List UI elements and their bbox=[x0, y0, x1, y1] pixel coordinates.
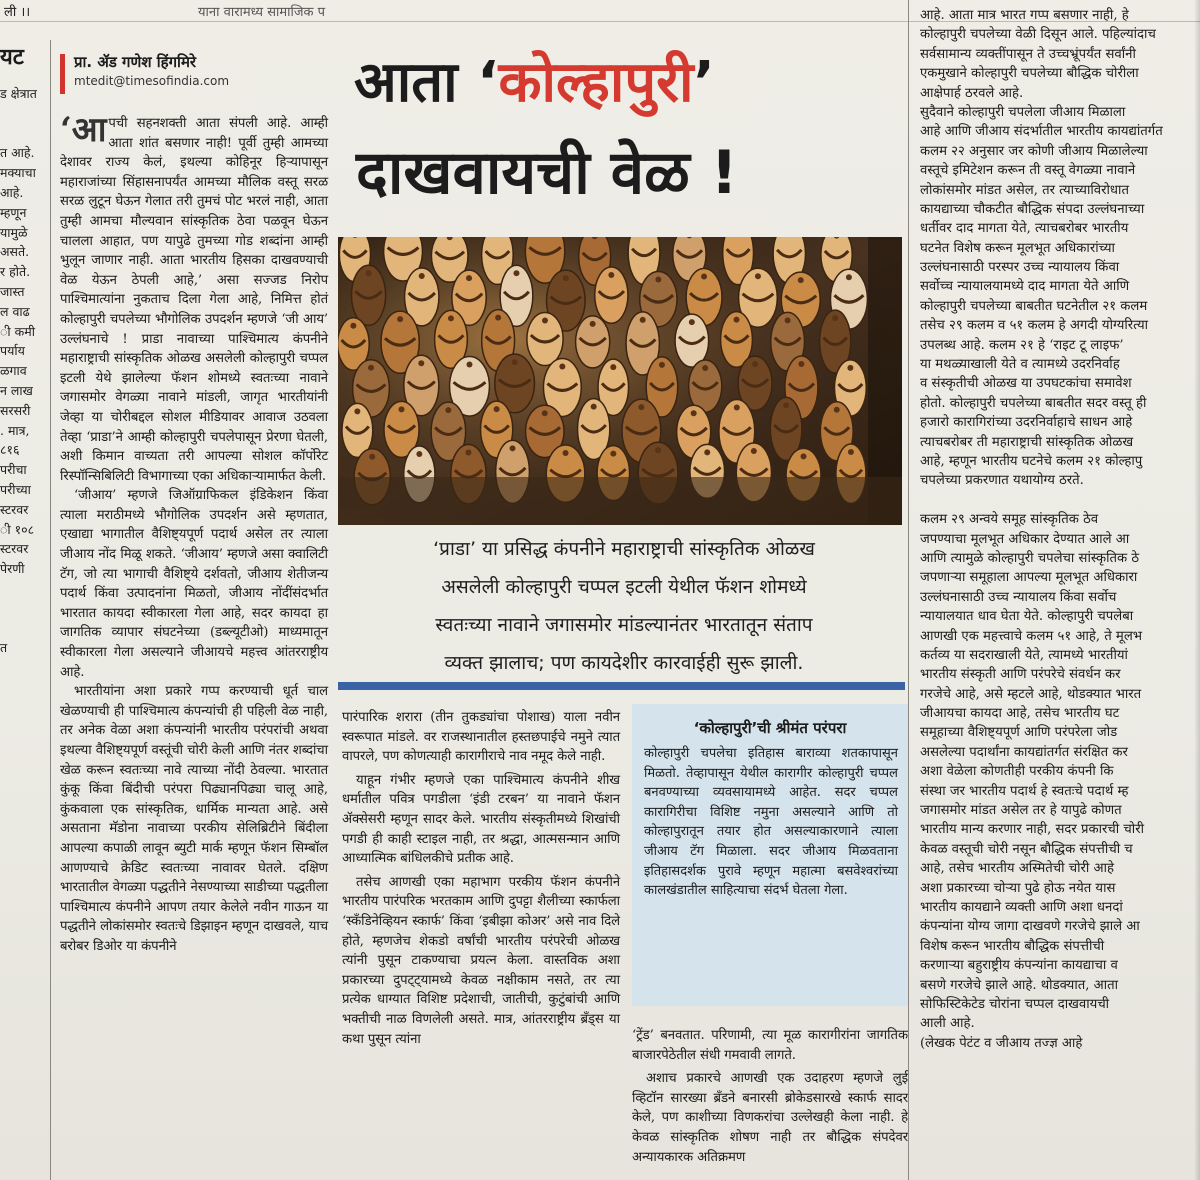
left-column-line: सरसरी bbox=[0, 402, 31, 418]
sandal-toe-ring bbox=[610, 451, 616, 457]
right-column-line: व संस्कृतीची ओळख या उपघटकांचा समावेश bbox=[920, 376, 1132, 392]
right-column-line: गरजेचे आहे, असे म्हटले आहे, थोडक्यात भारत bbox=[920, 686, 1142, 702]
right-column-line: तसेच २९ कलम व ५१ कलम हे अगदी योग्यरित्या bbox=[920, 318, 1149, 334]
right-column-line: समूहाच्या वैशिष्ट्यपूर्ण आणि परंपरेला जोड bbox=[920, 725, 1118, 741]
right-column-line: त्याचबरोबर ती महाराष्ट्राची सांस्कृतिक ओळख bbox=[920, 434, 1134, 450]
right-column-line: जपणाऱ्या समूहाला आपल्या मूलभूत अधिकारा bbox=[920, 570, 1138, 586]
left-column-line bbox=[0, 124, 46, 144]
sandal-toe-ring bbox=[701, 274, 707, 280]
right-column-line: आणखी एक महत्त्वाचे कलम ५१ आहे, ते मूलभ bbox=[920, 628, 1143, 644]
sandal-toe-ring bbox=[397, 316, 403, 322]
right-column-line: कलम २२ अनुसार जर कोणी जीआय मिळालेल्या bbox=[920, 143, 1148, 159]
sandal-toe-ring bbox=[704, 449, 710, 455]
left-column-line bbox=[0, 579, 46, 599]
right-column-line: जपण्याचा मूलभूत अधिकार देण्यात आले आ bbox=[920, 531, 1130, 547]
sandal-toe-ring bbox=[702, 365, 708, 371]
sandal-toe-ring bbox=[591, 404, 597, 410]
sandal-toe-ring bbox=[847, 365, 853, 371]
right-column-line: होतो. कोल्हापुरी चपलेच्या बाबतीत सदर वस्तू ही bbox=[920, 395, 1147, 411]
left-column-line: जास्त bbox=[0, 283, 25, 299]
article-column-4 bbox=[912, 0, 1200, 1180]
sandal-toe-ring bbox=[354, 408, 360, 414]
sandal-toe-ring bbox=[751, 448, 757, 454]
left-column-line: यामुळे bbox=[0, 224, 28, 240]
left-column-line: परीचा bbox=[0, 462, 27, 478]
sandal-toe-ring bbox=[542, 410, 548, 416]
left-column-heading: यट bbox=[0, 44, 24, 70]
sandal-toe-ring bbox=[465, 450, 471, 456]
right-column-line: आक्षेपार्ह ठरवले आहे. bbox=[920, 85, 1024, 101]
sandal-toe-ring bbox=[801, 453, 807, 459]
right-column-line: सुदैवाने कोल्हापुरी चपलेला जीआय मिळाला bbox=[920, 104, 1126, 120]
sandal-toe-ring bbox=[513, 270, 519, 276]
sandal-toe-ring bbox=[542, 317, 548, 323]
sandal-toe-ring bbox=[608, 272, 614, 278]
article-paragraph: भारतीयांना अशा प्रकारे गप्प करण्याची धूर्त चाल खेळण्याची ही पाश्चिमात्य कंपन्यांची ही पहिली वेळ नाही, तर अनेक वेळा अशा कंपन्यांनी भारतीय परंपरांची अथवा इथल्या वैशिष्ट्यपूर्ण वस्तूंची चोरी केली आणि नंतर शब्दांचा खेळ करून स्वतःच्या नावे त्याच्या नोंदी ठेवल्या. भारतात कुंकू किंवा बिंदीची परंपरा पिढ्यानपिढ्या चालू आहे, कुंकवाला एक सांस्कृतिक, धार्मिक मान्यता आहे. असे असताना मॅडोना नावाच्या परकीय सेलिब्रिटीने बिंदीला आपल्या कपाळी लावून ब्युटी मार्क म्हणून फॅशन सिम्बॉल आणण्याचे क्रेडिट स्वतःच्या नावावर घेतले. दक्षिण भारतातील वेगळ्या पद्धतीने नेसण्याच्या साडीच्या पद्धतीला पाश्चिमात्य कंपनीने आपण तयार केलेले नवीन गाऊन या पद्धतीने लोकांसमोर स्वतःचे डिझाइन म्हणून दाखवले, याच बरोबर डिओर या कंपनीने bbox=[60, 684, 328, 954]
sandal-toe-ring bbox=[659, 362, 665, 368]
photo-caption bbox=[346, 530, 902, 682]
article-paragraph: ‘आपची सहनशक्ती आता संपली आहे. आम्ही आता शांत बसणार नाही! पूर्वी तुम्ही आमच्या देशावर राज्य केलं, इथल्या कोहिनूर हिऱ्यापासून महाराजांच्या सिंहासनापर्यंत आमच्या मौलिक वस्तू सरळ सरळ लुटून घेऊन गेलात तरी तुमचं पोट भरलं नाही, आता तुम्ही आमचा मौल्यवान सांस्कृतिक ठेवा पळवून घेऊन चालला आहात, पण यापुढे तुमच्या गोड शब्दांना आम्ही भुलून जाणार नाही. आता भारतीय हिसका दाखवण्याची वेळ येऊन ठेपली आहे,’ असा सज्जड निरोप पाश्चिमात्यांना नुकताच दिला गेला आहे, निमित्त होतं कोल्हापुरी चपलेच्या भौगोलिक उपदर्शन म्हणजे ‘जी आय’ उल्लंघनाचे ! प्राडा नावाच्या पाश्चिमात्य कंपनीने महाराष्ट्राची सांस्कृतिक ओळख असलेली कोल्हापुरी चप्पल इटली येथे झालेल्या फॅशन शोमध्ये स्वतःच्या नावाने जगासमोर वेगळ्या नावाने मांडली, जागृत भारतीयांनी जेव्हा या चोरीबद्दल सोशल मीडियावर आवाज उठवला तेव्हा ‘प्राडा’ने आम्ही कोल्हापुरी चपलेपासून प्रेरणा घेतली, अशी किमान वाच्यता तरी आपल्या सोशल कॉर्पोरेट रिस्पॉन्सिबिलिटी विभागाच्या एका अधिकाऱ्यामार्फत केली. bbox=[60, 110, 328, 484]
left-column-line: ी १०८ bbox=[0, 521, 35, 537]
sandal-toe-ring bbox=[369, 454, 375, 460]
right-column-line: भारतीय संस्कृती आणि परंपरेचे संवर्धन कर bbox=[920, 667, 1121, 683]
left-column-line: र होते. bbox=[0, 264, 31, 280]
right-column-line: जीआयचा कायदा आहे, तसेच भारतीय घट bbox=[920, 706, 1120, 722]
article-paragraph: ‘ट्रेंड’ बनवतात. परिणामी, त्या मूळ कारागीरांना जागतिक बाजारपेठेतील संधी गमवावी लागते. bbox=[632, 1028, 908, 1063]
right-column-line: या मथळ्याखाली येते व त्यामध्ये उदरनिर्वाह bbox=[920, 357, 1120, 373]
left-neighbour-column bbox=[0, 44, 46, 658]
right-column-line: अशा प्रकारच्या चोऱ्या पुढे होऊ नयेत यास bbox=[920, 880, 1116, 896]
left-column-line: आहे. bbox=[0, 184, 24, 200]
caption-line: असलेली कोल्हापुरी चप्पल इटली येथील फॅशन शोमध्ये bbox=[441, 576, 807, 598]
article-paragraph: तसेच आणखी एका महाभाग परकीय फॅशन कंपनीने भारतीय पारंपरिक भरतकाम आणि दुपट्टा शैलीच्या स्कार्फला ‘स्कॅंडिनेव्हियन स्कार्फ’ किंवा ‘इबीझा कोअर’ असे नाव दिले होते, म्हणजेच शेकडो वर्षांची भारतीय परंपरेची ओळख त्यांनी पुसून टाकण्याचा प्रयत्न केला. वास्तविक अशा प्रकारच्या दुपट्ट्यामध्ये केवळ नक्षीकाम नसते, तर त्या प्रत्येक धाग्यात विशिष्ट प्रदेशाची, जातीची, कुटुंबांची आणि भक्तीची नाळ विणलेली असते. मात्र, आंतरराष्ट्रीय ब्रॅंड्स या कथा पुसून त्यांना bbox=[342, 874, 620, 1047]
caption-line: स्वतःच्या नावाने जगासमोर मांडल्यानंतर भारतातून संताप bbox=[435, 614, 813, 636]
left-column-line: परीच्या bbox=[0, 481, 31, 497]
left-column-line: असते. bbox=[0, 244, 30, 260]
sandal-toe-ring bbox=[798, 361, 804, 367]
right-column-line: आहे, म्हणून भारतीय घटनेचे कलम २१ कोल्हापु bbox=[920, 453, 1143, 469]
sandal-toe-ring bbox=[848, 449, 854, 455]
right-column-line: लोकांसमोर मांडत असेल, तर त्याच्याविरोधात bbox=[920, 182, 1129, 198]
right-column-line: सर्वसामान्य व्यक्तींपासून ते उच्चभ्रूंपर्यंत सर्वांनी bbox=[920, 46, 1136, 62]
right-column-line: संस्था जर भारतीय पदार्थ हे स्वतःचे पदार्थ म्ह bbox=[920, 783, 1129, 799]
left-column-line: पर्याय bbox=[0, 343, 25, 359]
left-column-line: . मात्र, bbox=[0, 422, 30, 438]
sandal-toe-ring bbox=[559, 363, 565, 369]
right-column-line: कोल्हापुरी चपलेच्या बाबतीत घटनेतील २१ कलम bbox=[920, 298, 1148, 314]
sandal-toe-ring bbox=[563, 450, 569, 456]
right-column-line: चपलेच्या प्रकरणात यथायोग्य ठरते. bbox=[920, 473, 1084, 489]
left-column-line: ी कमी bbox=[0, 323, 35, 339]
column-divider bbox=[908, 0, 909, 1180]
right-column-line: भारतीय कायद्याने व्यक्ती आणि अशा धनदां bbox=[920, 899, 1123, 915]
right-column-line: कोल्हापुरी चपलेच्या वेळी दिसून आले. पहिल्यांदाच bbox=[920, 27, 1156, 43]
article-column-3 bbox=[632, 1026, 908, 1167]
right-column-line: सर्वोच्च न्यायालयामध्ये दाद मागता येते आणि bbox=[920, 279, 1130, 295]
sandal-toe-ring bbox=[466, 361, 472, 367]
byline-accent-bar bbox=[60, 54, 65, 94]
left-column-line: ळगाव bbox=[0, 363, 27, 379]
right-column-line: केवळ वस्तूची चोरी नसून बौद्धिक संपत्तीची च bbox=[920, 841, 1133, 857]
right-column-line: उपलब्ध आहे. कलम २१ हे ‘राइट टू लाइफ’ bbox=[920, 337, 1124, 353]
sandal-toe-ring bbox=[832, 315, 838, 321]
right-column-line: सोफिस्टिकेटेड चोरांना चप्पल दाखवायची bbox=[920, 996, 1110, 1012]
right-column-line: उल्लंघनासाठी परस्पर उच्च न्यायालय किंवा bbox=[920, 260, 1120, 276]
right-column-line: आहे. आता मात्र भारत गप्प बसणार नाही, हे bbox=[920, 8, 1129, 23]
sandal-toe-ring bbox=[655, 277, 661, 283]
sidebar-box bbox=[632, 704, 908, 1006]
sandal-toe-ring bbox=[689, 319, 695, 325]
right-column-line: वस्तूचे इमिटेशन करून ती वस्तू वेगळ्या नावाने bbox=[920, 163, 1136, 179]
sidebar-box-title: ‘कोल्हापुरी’ची श्रीमंत परंपरा bbox=[693, 719, 847, 737]
sandal-toe-ring bbox=[350, 323, 356, 329]
left-column-line: स्टरवर bbox=[0, 501, 29, 517]
left-column-lines bbox=[0, 84, 46, 658]
sandal-toe-ring bbox=[734, 405, 740, 411]
top-strip-left: ली ।। bbox=[4, 5, 31, 20]
right-column-line: एकमुखाने कोल्हापुरी चपलेच्या बौद्धिक चोरीला bbox=[920, 66, 1139, 82]
sandal-toe-ring bbox=[563, 275, 569, 281]
author-name: प्रा. ॲड गणेश हिंगमिरे bbox=[74, 53, 197, 71]
left-column-line bbox=[0, 104, 46, 124]
sandal-toe-ring bbox=[610, 364, 616, 370]
sandal-toe-ring bbox=[834, 407, 840, 413]
caption-line: व्यक्त झालाच; पण कायदेशीर कारवाईही सुरू झाली. bbox=[444, 652, 804, 674]
right-column-line: कंपन्यांना योग्य जागा दाखवणे गरजेचे झाले आ bbox=[920, 919, 1140, 935]
right-column-line: असलेल्या पदार्थांना कायद्यांतर्गत संरक्षित कर bbox=[920, 744, 1128, 760]
right-column-line: कलम २९ अन्वये समूह सांस्कृतिक ठेव bbox=[920, 512, 1099, 528]
right-column-line: अशा वेळेला कोणतीही परकीय कंपनी कि bbox=[920, 764, 1114, 780]
sandal-toe-ring bbox=[783, 402, 789, 408]
sandal-toe-ring bbox=[448, 315, 454, 321]
sandal-toe-ring bbox=[638, 404, 644, 410]
right-column-line: हजारो कारागिरांच्या उदरनिर्वाहाचे साधन आहे bbox=[920, 415, 1133, 431]
article-paragraph: पारंपारिक शरारा (तीन तुकड्यांचा पोशाख) याला नवीन स्वरूपात मांडले. वर राजस्थानातील हस्तछपाईचे नमुने त्यात वापरले, पण कोणत्याही कारागीराचे नाव नमूद केले नाही. bbox=[342, 710, 620, 765]
right-column-line: उल्लंघनासाठी उच्च न्यायालय किंवा सर्वोच bbox=[920, 589, 1117, 605]
sandal-toe-ring bbox=[655, 447, 661, 453]
sandal-toe-ring bbox=[640, 317, 646, 323]
sandal-toe-ring bbox=[733, 317, 739, 323]
left-column-line: पेरणी bbox=[0, 561, 25, 577]
right-column-line: आहे, तसेच भारतीय अस्मितेची चोरी आहे bbox=[920, 861, 1114, 877]
sandal-toe-ring bbox=[590, 321, 596, 327]
sandal-toe-ring bbox=[445, 407, 451, 413]
sandal-toe-ring bbox=[798, 277, 804, 283]
article-paragraph: याहून गंभीर म्हणजे एका पाश्चिमात्य कंपनीने शीख धर्मातील पवित्र पगडीला ‘इंडी टरबन’ या नावाने फॅशन ॲक्सेसरी म्हणून सादर केले. भारतीय संस्कृतीमध्ये शिखांची पगडी ही काही स्टाइल नाही, तर श्रद्धा, आत्मसन्मान आणि आध्यात्मिक बांधिलकीचे प्रतीक आहे. bbox=[342, 772, 620, 867]
sandal-toe-ring bbox=[510, 445, 516, 451]
right-column-line: (लेखक पेटंट व जीआय तज्ज्ञ आहे bbox=[920, 1035, 1083, 1051]
right-column-line: बसणे गरजेचे झाले आहे. थोडक्यात, आता bbox=[920, 977, 1119, 993]
caption-rule bbox=[338, 682, 905, 690]
left-column-line: ८१६ bbox=[0, 442, 20, 458]
sandal-toe-ring bbox=[846, 274, 852, 280]
right-column-line: करणाऱ्या बहुराष्ट्रीय कंपन्यांना कायद्याचा व bbox=[920, 958, 1118, 974]
top-strip-middle: याना वारामध्य सामाजिक प bbox=[198, 5, 326, 20]
page-edge-shadow bbox=[1194, 0, 1200, 1180]
article-column-2 bbox=[342, 708, 620, 1049]
headline-line-1: आता ‘कोल्हापुरी’ bbox=[354, 50, 715, 115]
right-column-line: घटनेत विशेष करून मूलभूत अधिकारांच्या bbox=[920, 240, 1115, 256]
article-paragraph: अशाच प्रकारचे आणखी एक उदाहरण म्हणजे लुई व्हिटॉन सारख्या ब्रॅंडने बनारसी ब्रोकेडसारखे स्कार्फ सादर केले, पण काशीच्या विणकरांचा उल्लेखही केला नाही. हे केवळ सांस्कृतिक शोषण नाही तर बौद्धिक संपदेवर अन्यायकारक अतिक्रमण bbox=[632, 1071, 908, 1165]
sandal-toe-ring bbox=[691, 410, 697, 416]
sidebar-box-text: कोल्हापुरी चपलेचा इतिहास बाराव्या शतकापासून मिळतो. तेव्हापासून येथील कारागीर कोल्हापुरी चप्पल बनवण्याच्या व्यवसायामध्ये आहेत. सदर चप्पल कारागिरीचा विशिष्ट नमुना असल्याने आणि तो कोल्हापुरातून तयार होत असल्याकारणाने त्याला जीआय टॅग मिळाला. सदर जीआय मिळवताना इतिहासदर्शक पुरावे म्हणून महात्मा बसवेश्वरांच्या कालखंडातील साहित्याचा संदर्भ घेतला गेला. bbox=[644, 746, 898, 899]
right-column-line: कायद्याच्या चौकटीत बौद्धिक संपदा उल्लंघनाच्या bbox=[920, 201, 1145, 217]
left-column-line: न लाख bbox=[0, 382, 33, 398]
sandal-toe-ring bbox=[512, 359, 518, 365]
right-column-line: आणि त्यामुळे कोल्हापुरी चपलेचा सांस्कृतिक ठे bbox=[920, 550, 1140, 566]
sandal-toe-ring bbox=[755, 273, 761, 279]
left-column-line: स्टरवर bbox=[0, 541, 29, 557]
sandal-toe-ring bbox=[418, 360, 424, 366]
sandal-toe-ring bbox=[466, 275, 472, 281]
left-column-line: ड क्षेत्रात bbox=[0, 86, 37, 101]
article-column-1 bbox=[60, 110, 328, 957]
headline-highlight: कोल्हापुरी bbox=[498, 50, 694, 115]
right-column-line: धर्तीवर दाद मागता येते, त्याचबरोबर भारतीय bbox=[920, 221, 1129, 237]
sandal-toe-ring bbox=[416, 451, 422, 457]
sandal-toe-ring bbox=[494, 406, 500, 412]
sandal-toe-ring bbox=[785, 317, 791, 323]
right-column-line: विशेष करून भारतीय बौद्धिक संपत्तीची bbox=[920, 938, 1105, 954]
sandal-toe-ring bbox=[419, 273, 425, 279]
kolhapuri-chappal-photo bbox=[338, 237, 902, 525]
right-column-line: कर्तव्य या सदराखाली येते, त्यामध्ये भारतीयां bbox=[920, 647, 1128, 663]
author-email: mtedit@timesofindia.com bbox=[74, 74, 230, 88]
sandal-toe-ring bbox=[752, 361, 758, 367]
left-column-line: ल वाढ bbox=[0, 303, 30, 319]
right-column-line: न्यायालयात धाव घेता येते. कोल्हापुरी चपलेबा bbox=[920, 609, 1134, 625]
left-column-line: मक्याचा bbox=[0, 165, 36, 181]
sandal-toe-ring bbox=[366, 270, 372, 276]
left-column-line bbox=[0, 619, 46, 639]
left-column-line: त bbox=[0, 640, 8, 656]
right-column-line: आहे आणि जीआय संदर्भातील भारतीय कायद्यांतर्गत bbox=[920, 124, 1163, 140]
right-column-lines bbox=[912, 0, 1200, 1053]
right-column-line: भारतीय मान्य करणार नाही, सदर प्रकारची चोरी bbox=[920, 822, 1145, 838]
headline-line-2: दाखवायची वेळ ! bbox=[356, 138, 738, 208]
right-column-line bbox=[912, 491, 1200, 510]
right-column-line: आली आहे. bbox=[920, 1016, 975, 1032]
sandal-toe-ring bbox=[495, 315, 501, 321]
sandal-toe-ring bbox=[399, 406, 405, 412]
column-divider bbox=[50, 40, 51, 1180]
right-column-line: जगासमोर मांडत असेल तर हे यापुढे कोणत bbox=[920, 803, 1122, 819]
left-column-line bbox=[0, 599, 46, 619]
sandal-toe-ring bbox=[368, 365, 374, 371]
caption-line: ‘प्राडा’ या प्रसिद्ध कंपनीने महाराष्ट्राची सांस्कृतिक ओळख bbox=[433, 538, 815, 560]
dropcap: ‘आ bbox=[60, 110, 107, 150]
left-column-line: त आहे. bbox=[0, 145, 35, 161]
left-column-line: म्हणून bbox=[0, 204, 27, 220]
article-paragraph: ‘जीआय’ म्हणजे जिऑग्राफिकल इंडिकेशन किंवा त्याला मराठीमध्ये भौगोलिक उपदर्शन असे म्हणतात, एखाद्या भागातील वैशिष्ट्यपूर्ण पदार्थ असेल तर त्याला जीआय नोंद मिळू शकते. ‘जीआय’ म्हणजे असा क्वालिटी टॅग, जो त्या भागाची वैशिष्ट्ये दर्शवतो, जीआय शेतीजन्य पदार्थ किंवा उत्पादनांना मिळतो, जीआय नोंदींसंदर्भात भारतात कायदा स्वीकारला गेला आहे, सदर कायदा हा जागतिक व्यापार संघटनेच्या (डब्ल्यूटीओ) माध्यमातून स्वीकारला गेला असल्याने जीआयचे महत्त्व आंतरराष्ट्रीय आहे. bbox=[60, 488, 328, 680]
chappal-display-image bbox=[338, 237, 902, 525]
